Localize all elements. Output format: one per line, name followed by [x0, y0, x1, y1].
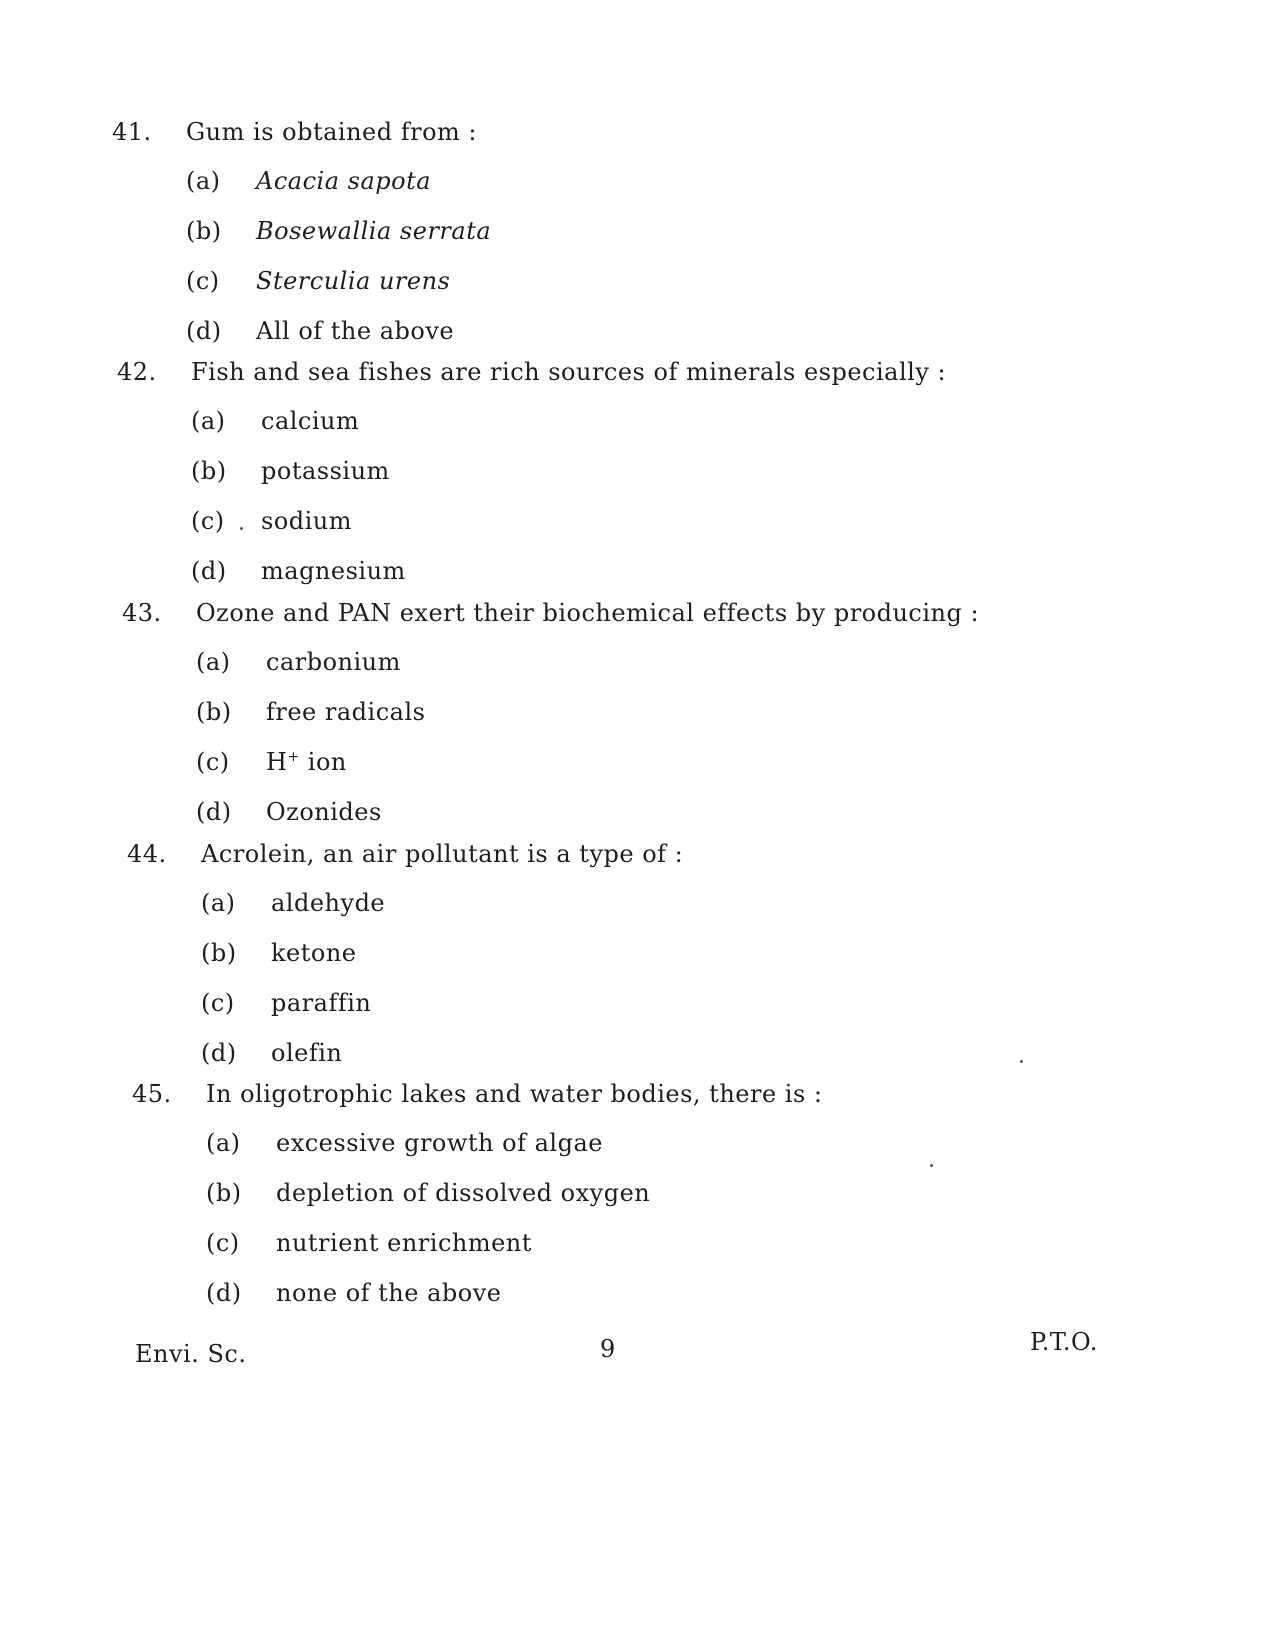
- option-b: [201, 939, 1127, 989]
- option-b: [196, 698, 1122, 748]
- option-label: (a): [196, 648, 231, 676]
- option-text: sodium: [261, 507, 353, 535]
- option-text: carbonium: [266, 648, 401, 676]
- option-text: none of the above: [276, 1279, 502, 1307]
- option-text: aldehyde: [271, 889, 386, 917]
- option-label: (c): [186, 267, 220, 295]
- footer-pto: P.T.O.: [1030, 1328, 1098, 1356]
- option-a: [196, 648, 1122, 698]
- option-text: depletion of dissolved oxygen: [276, 1179, 651, 1207]
- option-label: (c): [191, 507, 225, 535]
- question-41: [112, 118, 1112, 367]
- question-text: Gum is obtained from :: [186, 118, 478, 146]
- scan-speck: [240, 527, 243, 530]
- question-stem: [112, 118, 1112, 158]
- question-43: [122, 599, 1122, 848]
- option-list: [201, 889, 1127, 1089]
- option-text: Acacia sapota: [256, 167, 432, 195]
- option-label: (a): [191, 407, 226, 435]
- option-b: [186, 217, 1112, 267]
- option-text: excessive growth of algae: [276, 1129, 603, 1157]
- question-number: 41.: [112, 118, 152, 146]
- question-number: 43.: [122, 599, 162, 627]
- question-stem: [122, 599, 1122, 639]
- option-text: Bosewallia serrata: [256, 217, 492, 245]
- question-44: [127, 840, 1127, 1089]
- option-label: (b): [191, 457, 227, 485]
- option-text: nutrient enrichment: [276, 1229, 532, 1257]
- question-text: Ozone and PAN exert their biochemical effects by producing :: [196, 599, 980, 627]
- question-45: [132, 1080, 1132, 1329]
- option-label: (d): [201, 1039, 237, 1067]
- option-label: (d): [196, 798, 232, 826]
- question-text: In oligotrophic lakes and water bodies, there is :: [206, 1080, 823, 1108]
- option-b: [191, 457, 1117, 507]
- option-c: [191, 507, 1117, 557]
- scan-speck: [930, 1164, 933, 1167]
- scan-speck: [1020, 1060, 1023, 1063]
- option-list: [186, 167, 1112, 367]
- option-label: (a): [186, 167, 221, 195]
- option-text: [266, 748, 347, 776]
- question-stem: [117, 358, 1117, 398]
- hydrogen-symbol: H: [266, 748, 288, 776]
- option-a: [191, 407, 1117, 457]
- question-number: 44.: [127, 840, 167, 868]
- question-text: Fish and sea fishes are rich sources of minerals especially :: [191, 358, 947, 386]
- question-text: Acrolein, an air pollutant is a type of :: [201, 840, 684, 868]
- option-text: Sterculia urens: [256, 267, 451, 295]
- option-list: [206, 1129, 1132, 1329]
- option-label: (d): [186, 317, 222, 345]
- option-label: (c): [201, 989, 235, 1017]
- option-label: (b): [206, 1179, 242, 1207]
- option-c: [206, 1229, 1132, 1279]
- option-list: [196, 648, 1122, 848]
- option-c: [196, 748, 1122, 798]
- option-label: (d): [206, 1279, 242, 1307]
- option-text: Ozonides: [266, 798, 382, 826]
- option-text: ketone: [271, 939, 357, 967]
- question-number: 42.: [117, 358, 157, 386]
- option-text: paraffin: [271, 989, 372, 1017]
- charge-superscript: +: [287, 749, 300, 765]
- option-label: (b): [196, 698, 232, 726]
- option-text: potassium: [261, 457, 390, 485]
- option-label: (c): [206, 1229, 240, 1257]
- ion-suffix: ion: [299, 748, 347, 776]
- option-text: free radicals: [266, 698, 426, 726]
- footer-page-number: 9: [600, 1335, 616, 1363]
- option-label: (b): [186, 217, 222, 245]
- option-label: (a): [206, 1129, 241, 1157]
- option-label: (d): [191, 557, 227, 585]
- option-label: (c): [196, 748, 230, 776]
- option-a: [206, 1129, 1132, 1179]
- option-c: [201, 989, 1127, 1039]
- option-b: [206, 1179, 1132, 1229]
- footer-subject: Envi. Sc.: [135, 1340, 247, 1368]
- option-text: olefin: [271, 1039, 343, 1067]
- option-a: [186, 167, 1112, 217]
- option-d: [206, 1279, 1132, 1329]
- option-label: (b): [201, 939, 237, 967]
- option-a: [201, 889, 1127, 939]
- question-number: 45.: [132, 1080, 172, 1108]
- question-stem: [127, 840, 1127, 880]
- option-text: calcium: [261, 407, 360, 435]
- option-list: [191, 407, 1117, 607]
- question-42: [117, 358, 1117, 607]
- option-c: [186, 267, 1112, 317]
- option-text: All of the above: [256, 317, 455, 345]
- option-text: magnesium: [261, 557, 406, 585]
- question-stem: [132, 1080, 1132, 1120]
- option-label: (a): [201, 889, 236, 917]
